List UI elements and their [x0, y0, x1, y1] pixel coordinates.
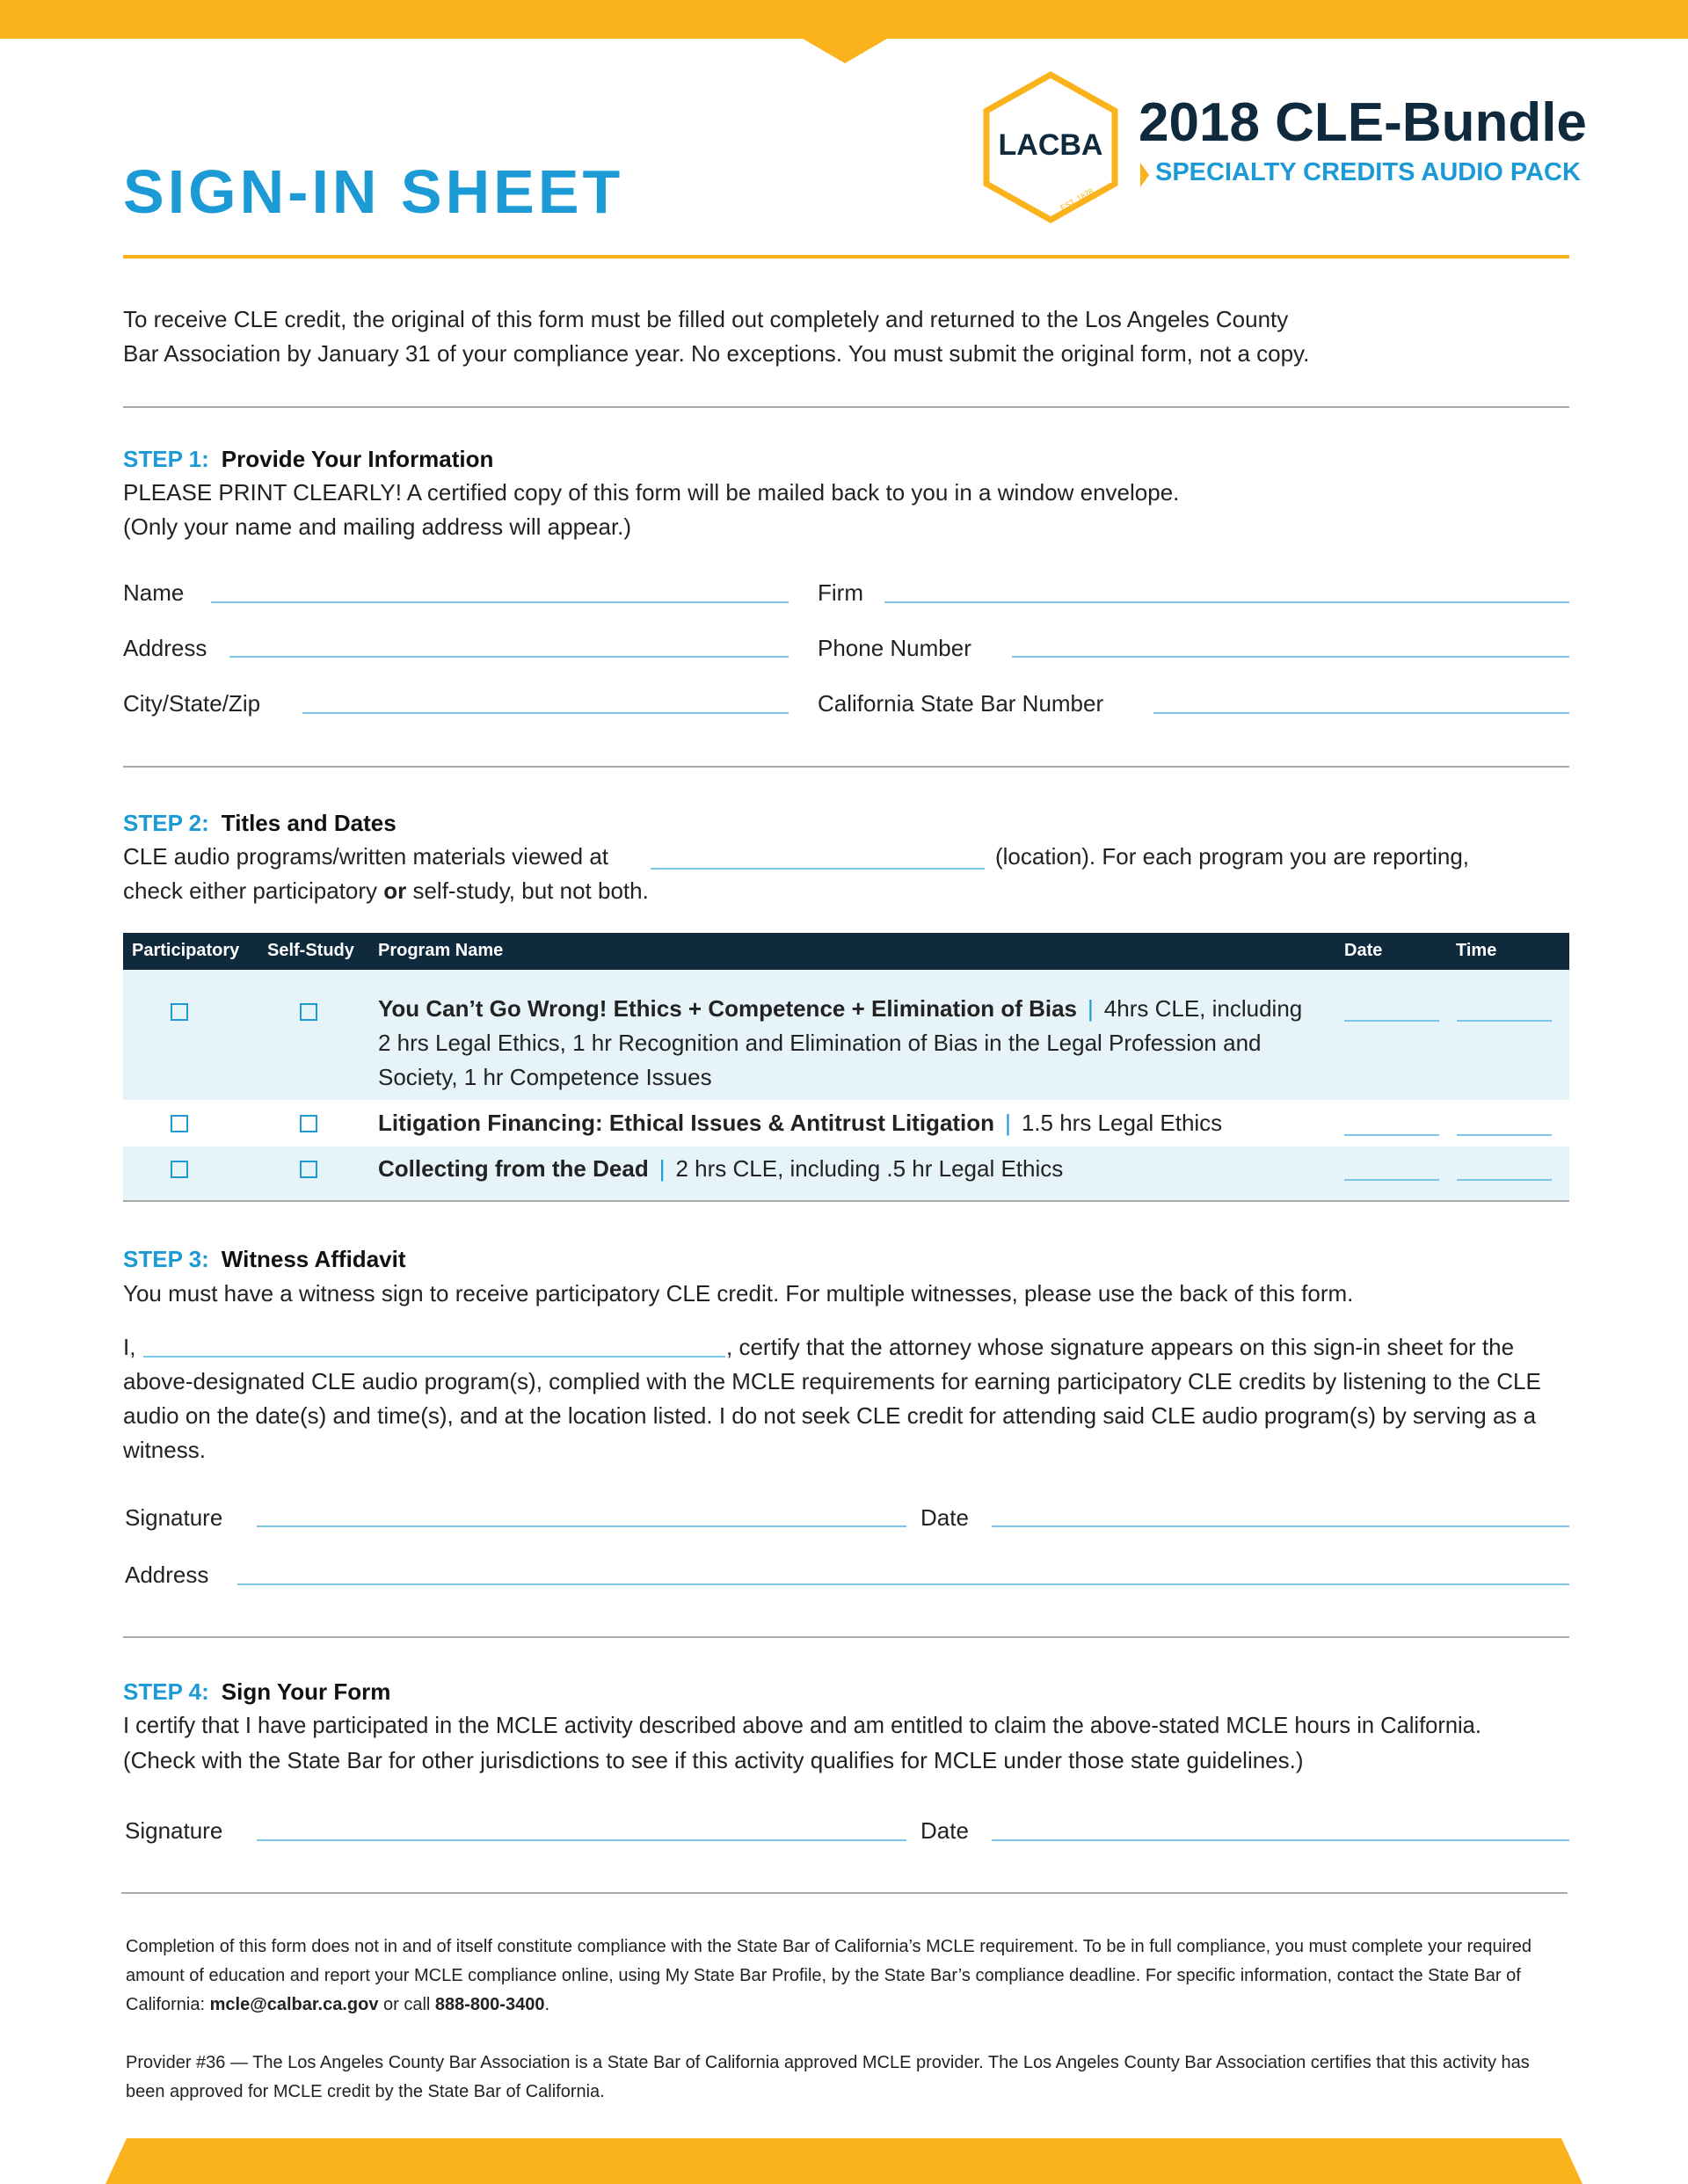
step4-line-1: I certify that I have participated in the MCLE activity described above and am entitled to claim the above-stated MCLE hours in California.: [123, 1714, 1481, 1738]
section-divider: [123, 766, 1569, 768]
program-detail: 1.5 hrs Legal Ethics: [1021, 1110, 1223, 1136]
attorney-signature-label: Signature: [125, 1817, 223, 1844]
step1-number: STEP 1:: [123, 446, 209, 472]
name-label: Name: [123, 579, 185, 606]
program-title: You Can’t Go Wrong! Ethics + Competence + Elimination of Bias: [378, 995, 1078, 1022]
address-field[interactable]: [229, 656, 789, 658]
step2-title: Titles and Dates: [221, 810, 397, 836]
phone-label: Phone Number: [818, 635, 971, 661]
bundle-subtitle: SPECIALTY CREDITS AUDIO PACK: [1155, 158, 1581, 186]
witness-signature-label: Signature: [125, 1504, 223, 1531]
compliance-notice: [126, 1933, 1572, 2020]
firm-label: Firm: [818, 579, 863, 606]
step3-line-1: You must have a witness sign to receive participatory CLE credit. For multiple witnesses, please use the back of this form.: [123, 1280, 1354, 1307]
program-separator: |: [1088, 995, 1094, 1022]
time-field[interactable]: [1457, 1020, 1552, 1022]
attorney-signature-field[interactable]: [257, 1839, 906, 1841]
firm-field[interactable]: [884, 601, 1569, 603]
time-field[interactable]: [1457, 1179, 1552, 1181]
top-accent-bar: [0, 0, 1688, 39]
section-divider: [123, 1636, 1569, 1638]
city-state-zip-label: City/State/Zip: [123, 690, 261, 717]
bottom-accent-bar: [106, 2138, 1582, 2184]
provider-notice: Provider #36 — The Los Angeles County Bar Association is a State Bar of California approved MCLE provider. The Los Angeles County Bar Association certifies that this activity has been approved for MCLE credit by the State Bar of California.: [126, 2053, 1530, 2101]
witness-address-label: Address: [125, 1562, 209, 1588]
step2-line-1-before: CLE audio programs/written materials viewed at: [123, 843, 609, 870]
header-participatory: Participatory: [132, 941, 240, 960]
step4-line-2: (Check with the State Bar for other jurisdictions to see if this activity qualifies for MCLE under those state guidelines.): [123, 1747, 1304, 1773]
witness-date-field[interactable]: [992, 1525, 1569, 1527]
top-accent-notch: [803, 39, 887, 63]
step1-heading: [123, 443, 493, 475]
witness-certify-rest: above-designated CLE audio program(s), complied with the MCLE requirements for earning participatory CLE credits by listening to the CLE audio on the date(s) and time(s), and at the location listed. I do not seek CLE credit for attending said CLE audio program(s) by serving as a witness.: [123, 1368, 1541, 1463]
program-title: Litigation Financing: Ethical Issues & Antitrust Litigation: [378, 1110, 995, 1136]
intro-text: [123, 302, 1574, 371]
address-label: Address: [123, 635, 207, 661]
program-name: [378, 992, 1310, 1095]
state-bar-email: mcle@calbar.ca.gov: [209, 1995, 379, 2014]
program-name: [378, 1152, 1310, 1186]
state-bar-phone: 888-800-3400: [434, 1995, 545, 2014]
witness-i-prefix: I,: [123, 1334, 136, 1360]
logo-est: EST. 1878: [1059, 186, 1095, 213]
header-self-study: Self-Study: [267, 941, 354, 960]
program-separator: |: [1005, 1110, 1011, 1136]
witness-signature-field[interactable]: [257, 1525, 906, 1527]
header-divider: [123, 255, 1569, 258]
date-field[interactable]: [1344, 1134, 1439, 1136]
step2-line-2: [123, 874, 649, 908]
program-title: Collecting from the Dead: [378, 1155, 649, 1182]
step2-heading: [123, 807, 397, 839]
witness-date-label: Date: [920, 1504, 969, 1531]
step2-line-1-after: (location). For each program you are reporting,: [995, 843, 1470, 870]
header-date: Date: [1344, 941, 1383, 960]
name-field[interactable]: [211, 601, 789, 603]
self-study-checkbox[interactable]: [300, 1161, 317, 1178]
step1-line-2: (Only your name and mailing address will appear.): [123, 513, 632, 540]
witness-certify-first: , certify that the attorney whose signature appears on this sign-in sheet for the: [726, 1334, 1515, 1360]
witness-name-field[interactable]: [143, 1356, 725, 1358]
date-field[interactable]: [1344, 1020, 1439, 1022]
step3-title: Witness Affidavit: [221, 1246, 406, 1272]
time-field[interactable]: [1457, 1134, 1552, 1136]
self-study-checkbox[interactable]: [300, 1115, 317, 1132]
table-bottom-rule: [123, 1200, 1569, 1202]
section-divider: [121, 1892, 1568, 1894]
step2-line-2-before: check either participatory: [123, 877, 384, 904]
intro-line-1: To receive CLE credit, the original of this form must be filled out completely and returned to the Los Angeles County: [123, 306, 1289, 332]
self-study-checkbox[interactable]: [300, 1003, 317, 1021]
bundle-title: 2018 CLE-Bundle: [1139, 92, 1587, 153]
intro-line-2: Bar Association by January 31 of your compliance year. No exceptions. You must submit the original form, not a copy.: [123, 340, 1310, 367]
date-field[interactable]: [1344, 1179, 1439, 1181]
step1-instructions: [123, 476, 1574, 544]
arrow-right-icon: [1140, 163, 1149, 187]
step4-number: STEP 4:: [123, 1678, 209, 1705]
program-separator: |: [658, 1155, 666, 1182]
section-divider: [123, 406, 1569, 408]
compliance-text: Completion of this form does not in and of itself constitute compliance with the State Bar of California’s MCLE requirement. To be in full compliance, you must complete your required amount of education and report your MCLE compliance online, using My State Bar Profile, by the State Bar’s compliance deadline. For specific information, contact the State Bar of California:: [126, 1937, 1532, 2014]
step3-number: STEP 3:: [123, 1246, 209, 1272]
phone-field[interactable]: [1012, 656, 1569, 658]
bar-number-label: California State Bar Number: [818, 690, 1104, 717]
participatory-checkbox[interactable]: [171, 1161, 188, 1178]
page-title: SIGN-IN SHEET: [123, 157, 624, 226]
step2-number: STEP 2:: [123, 810, 209, 836]
participatory-checkbox[interactable]: [171, 1115, 188, 1132]
program-detail: 4hrs CLE, including 2 hrs Legal Ethics, 1 hr Recognition and Elimination of Bias in the Legal Profession and Society, 1 hr Competence Issues: [378, 995, 1303, 1090]
location-field[interactable]: [651, 868, 985, 870]
witness-address-field[interactable]: [237, 1583, 1569, 1585]
step4-title: Sign Your Form: [221, 1678, 391, 1705]
program-name: [378, 1106, 1310, 1140]
header-time: Time: [1456, 941, 1497, 960]
compliance-or-call: or call: [378, 1995, 435, 2014]
step2-line-2-or: or: [383, 877, 407, 904]
participatory-checkbox[interactable]: [171, 1003, 188, 1021]
city-state-zip-field[interactable]: [302, 712, 789, 714]
step1-title: Provide Your Information: [221, 446, 494, 472]
program-detail: 2 hrs CLE, including .5 hr Legal Ethics: [675, 1155, 1064, 1182]
attorney-date-label: Date: [920, 1817, 969, 1844]
step3-heading: [123, 1243, 406, 1275]
compliance-end: .: [544, 1995, 550, 2014]
logo-text: LACBA: [998, 128, 1103, 162]
step2-line-2-after: self-study, but not both.: [406, 877, 649, 904]
attorney-date-field[interactable]: [992, 1839, 1569, 1841]
bar-number-field[interactable]: [1153, 712, 1569, 714]
header-program-name: Program Name: [378, 941, 504, 960]
step4-heading: [123, 1676, 390, 1707]
step1-line-1: PLEASE PRINT CLEARLY! A certified copy of this form will be mailed back to you in a window envelope.: [123, 479, 1180, 506]
